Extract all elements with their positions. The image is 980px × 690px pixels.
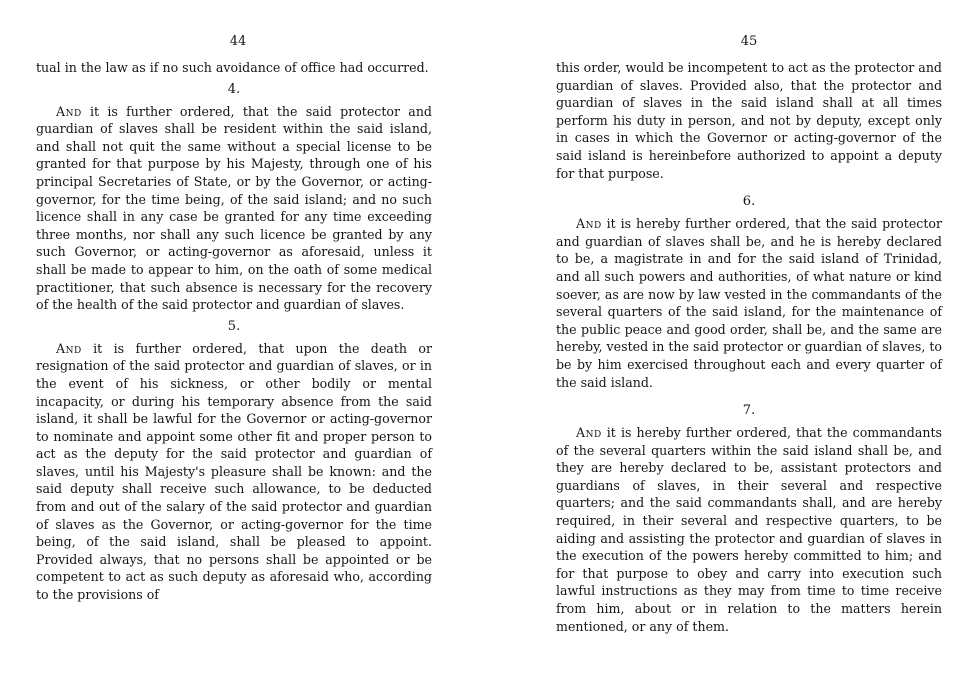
section-number: 5. <box>227 318 241 334</box>
section-text: it is hereby further ordered, that the said protector and guardian of slaves shall be, and he is hereby declared to be, a magistrate in and for the said island of Trinidad, and all such powers and authorities, of what nature or kind soever, as are now by law vested in the commandants of the several quarters of the said island, for the maintenance of the public peace and good order, shall be, and the same are hereby, vested in the said protector or guardian of slaves, to be by him exercised throughout each and every quarter of the said island. <box>556 216 942 390</box>
section-paragraph <box>36 340 432 604</box>
section-text: it is further ordered, that the said protector and guardian of slaves shall be resident within the said island, and shall not quit the same without a special license to be granted for that purpose by his Majesty, through one of his principal Secretaries of State, or by the Governor, or acting-governor, for the time being, of the said island; and no such licence shall in any case be granted for any time exceeding three months, nor shall any such licence be granted by any such Governor, or acting-governor as aforesaid, unless it shall be made to appear to him, on the oath of some medical practitioner, that such absence is necessary for the recovery of the health of the said protector and guardian of slaves. <box>36 103 432 313</box>
section-number: 6. <box>742 194 756 210</box>
section-text: it is further ordered, that upon the death or resignation of the said protector and guardian of slaves, or in the event of his sickness, or other bodily or mental incapacity, or during his temporary absence from the said island, it shall be lawful for the Governor or acting-governor to nominate and appoint some other fit and proper person to act as the deputy for the said protector and guardian of slaves, until his Majesty's pleasure shall be known: and the said deputy shall receive such allowance, to be deducted from and out of the salary of the said protector and guardian of slaves as the Governor, or acting-governor for the time being, of the said island, shall be pleased to appoint. Provided always, that no persons shall be appointed or be competent to act as such deputy as aforesaid who, according to the provisions of <box>36 340 432 603</box>
section-number: 4. <box>227 81 241 97</box>
page-number: 45 <box>740 34 758 49</box>
section-lead-word: And <box>56 340 82 356</box>
section-paragraph <box>36 103 432 314</box>
section-lead-word: And <box>576 425 602 441</box>
section-paragraph <box>556 424 942 635</box>
continuation-paragraph: tual in the law as if no such avoidance of office had occurred. <box>36 60 429 75</box>
section-number: 7. <box>742 403 756 419</box>
section-lead-word: And <box>576 216 602 232</box>
left-page <box>36 0 432 604</box>
section-lead-word: And <box>56 103 82 119</box>
right-page <box>556 0 942 635</box>
page-number: 44 <box>229 34 247 49</box>
section-text: it is hereby further ordered, that the commandants of the several quarters within the said island shall be, and they are hereby declared to be, assistant protectors and guardians of slaves, in their several and respective quarters; and the said commandants shall, and are hereby required, in their several and respective quarters, to be aiding and assisting the protector and guardian of slaves in the execution of the powers hereby committed to him; and for that purpose to obey and carry into execution such lawful instructions as they may from time to time receive from him, about or in relation to the matters herein mentioned, or any of them. <box>556 425 942 634</box>
section-paragraph <box>556 215 942 391</box>
continuation-paragraph: this order, would be incompetent to act as the protector and guardian of slaves. Provided also, that the protector and guardian of slaves in the said island shall at all times perform his duty in person, and not by deputy, except only in cases in which the Governor or acting-governor of the said island is hereinbefore authorized to appoint a deputy for that purpose. <box>556 60 942 181</box>
